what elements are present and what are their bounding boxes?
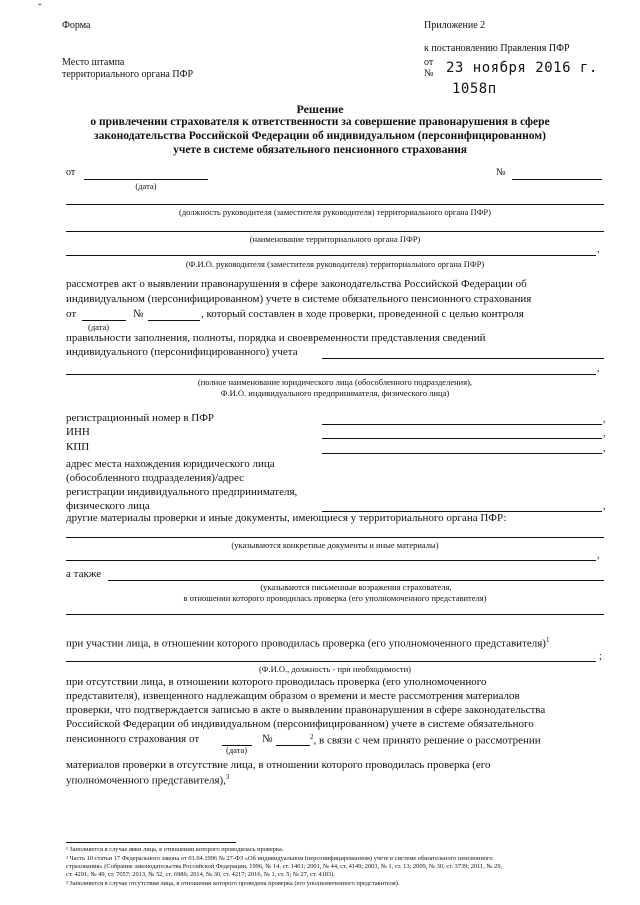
decision-no-label: № — [496, 167, 506, 178]
kpp-label: КПП — [66, 441, 90, 453]
address-label-1: адрес места нахождения юридического лица — [66, 458, 275, 470]
footnote-1: ¹ Заполняется в случае явки лица, в отношении которого проводилась проверка. — [66, 846, 284, 853]
scan-mark: ˇ — [38, 2, 42, 14]
head-fio-caption: (Ф.И.О. руководителя (заместителя руководителя) территориального органа ПФР) — [185, 259, 485, 269]
objections-caption-2: в отношении которого проводилась проверка (его уполномоченного представителя) — [183, 593, 487, 603]
decision-number-line — [512, 179, 602, 180]
documents-comma: , — [597, 550, 600, 561]
address-comma: , — [603, 501, 606, 512]
also-line — [108, 580, 604, 581]
act-text-line-6: индивидуального (персонифицированного) учета — [66, 346, 298, 358]
footnote-2-line-1: ² Часть 10 статьи 17 Федерального закона от 01.04.1996 № 27-ФЗ «Об индивидуальном (персонифицированном) учете в системе обязательного пенсионного — [66, 855, 493, 862]
title-line-2: законодательства Российской Федерации об индивидуальном (персонифицированном) — [94, 130, 546, 142]
act-text-line-2: индивидуальном (персонифицированном) учете в системе обязательного пенсионного страхования — [66, 293, 532, 305]
legal-entity-caption-1: (полное наименование юридического лица (обособленного подразделения), — [197, 377, 473, 387]
title-line-1: о привлечении страхователя к ответственности за совершение правонарушения в сфере — [90, 116, 550, 128]
resolution-no: № — [424, 68, 434, 79]
kpp-line — [322, 453, 602, 454]
act-date-caption: (дата) — [88, 322, 110, 332]
absence-number-line — [276, 745, 310, 746]
kpp-comma: , — [603, 443, 606, 454]
head-position-caption: (должность руководителя (заместителя руководителя) территориального органа ПФР) — [179, 207, 491, 217]
legal-entity-comma: , — [597, 363, 600, 374]
footnote-ref-3: 3 — [225, 773, 230, 781]
inn-comma: , — [603, 428, 606, 439]
act-text-line-3: , который составлен в ходе проверки, проведенной с целью контроля — [201, 308, 524, 320]
footnote-2-line-2: страхования» (Собрание законодательства Российской Федерации, 1996, № 14, ст. 1401; 2001, № 44, ст. 4149; 2003, № 1, ст. 13; 2009, № 30, ст. 3739; 2011, № 29, — [66, 863, 503, 870]
documents-line-2 — [66, 560, 596, 561]
resolution-date: 23 ноября 2016 г. — [446, 60, 598, 76]
footnote-3: ³ Заполняется в случае отсутствия лица, в отношении которого проведена проверка (его уполномоченного представителя). — [66, 880, 400, 887]
form-label: Форма — [62, 20, 91, 31]
appendix-label: Приложение 2 — [424, 20, 486, 31]
absence-line-2: представителя), извещенного надлежащим образом о времени и месте рассмотрения материалов — [66, 690, 520, 702]
decision-line-2-text — [66, 773, 229, 787]
fio-position-caption: (Ф.И.О., должность - при необходимости) — [258, 664, 412, 674]
stamp-place-label-2: территориального органа ПФР — [62, 69, 194, 80]
absence-line-3: проверки, что подтверждается записью в акте о выявлении правонарушения в сфере законодательства — [66, 704, 546, 716]
absence-line-5-b-text: , в связи с чем принято решение о рассмотрении — [313, 734, 541, 747]
legal-entity-line — [66, 374, 596, 375]
address-label-3: регистрации индивидуального предпринимателя, — [66, 486, 298, 498]
legal-entity-caption-2: Ф.И.О. индивидуального предпринимателя, физического лица) — [220, 388, 450, 398]
act-line-6-fill — [322, 358, 604, 359]
objections-caption-1: (указываются письменные возражения страхователя, — [260, 582, 452, 592]
resolution-number: 1058п — [452, 81, 497, 97]
absence-line-1: при отсутствии лица, в отношении которого проводилась проверка (его уполномоченного — [66, 676, 487, 688]
footnote-2-line-3: ст. 4291; № 49, ст. 7057; 2013, № 52, ст. 6986; 2014, № 30, ст. 4217; 2016, № 1, ст. 5; № 27, ст. 4183). — [66, 871, 335, 878]
absence-date-caption: (дата) — [226, 745, 248, 755]
absence-line-4: Российской Федерации об индивидуальном (персонифицированном) учете в системе обязательного — [66, 718, 534, 730]
decision-ot-label: от — [66, 167, 76, 178]
decision-date-caption: (дата) — [135, 181, 157, 191]
absence-line-5-b — [310, 733, 541, 747]
footnote-ref-1: 1 — [545, 636, 550, 644]
head-fio-comma: , — [597, 244, 600, 255]
act-date-line — [82, 320, 126, 321]
stamp-place-label: Место штампа — [62, 57, 125, 68]
documents-caption: (указываются конкретные документы и иные материалы) — [231, 540, 439, 550]
decision-date-line — [84, 179, 208, 180]
title-line-3: учете в системе обязательного пенсионного страхования — [173, 144, 467, 156]
decision-line-1: материалов проверки в отсутствие лица, в отношении которого проводилась проверка (его — [66, 759, 491, 771]
address-label-2: (обособленного подразделения)/адрес — [66, 472, 244, 484]
inn-label: ИНН — [66, 426, 90, 438]
reg-number-label: регистрационный номер в ПФР — [66, 412, 215, 424]
org-name-line — [66, 231, 604, 232]
address-label-4: физического лица — [66, 500, 150, 512]
participation-text — [66, 636, 549, 650]
documents-line — [66, 537, 604, 538]
participant-semicolon: ; — [599, 651, 602, 662]
inn-line — [322, 438, 602, 439]
other-materials-label: другие материалы проверки и иные документы, имеющиеся у территориального органа ПФР: — [66, 512, 507, 524]
head-position-line — [66, 204, 604, 205]
reg-number-comma: , — [603, 414, 606, 425]
org-name-caption: (наименование территориального органа ПФР) — [249, 234, 421, 244]
resolution-label: к постановлению Правления ПФР — [424, 43, 570, 54]
participation-label: при участии лица, в отношении которого проводилась проверка (его уполномоченного представителя) — [66, 637, 546, 650]
decision-line-2: уполномоченного представителя), — [66, 774, 226, 787]
absence-line-5-a: пенсионного страхования от — [66, 733, 200, 745]
footnote-ref-2: 2 — [310, 733, 314, 741]
participant-line — [66, 661, 596, 662]
act-text-line-5: правильности заполнения, полноты, порядка и своевременности представления сведений — [66, 332, 486, 344]
footnote-separator — [66, 842, 236, 843]
absence-no-label: № — [262, 733, 273, 745]
resolution-ot: от — [424, 57, 434, 68]
document-title: Решение — [296, 102, 344, 116]
reg-number-line — [322, 424, 602, 425]
head-fio-line — [66, 255, 596, 256]
act-no-label: № — [133, 308, 144, 320]
act-number-line — [148, 320, 200, 321]
objections-line — [66, 614, 604, 615]
act-text-line-1: рассмотрев акт о выявлении правонарушения в сфере законодательства Российской Федерации об — [66, 278, 527, 290]
also-label: а также — [66, 568, 102, 580]
act-ot-label: от — [66, 308, 77, 320]
